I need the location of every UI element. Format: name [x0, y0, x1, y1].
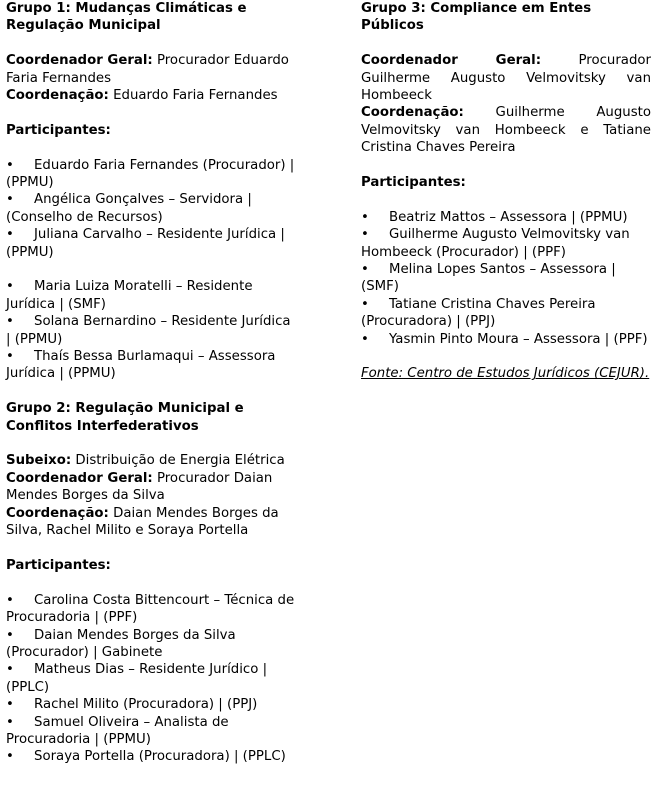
source-note: Fonte: Centro de Estudos Jurídicos (CEJUR). — [361, 366, 650, 382]
group3-participants-label: Participantes: — [361, 175, 466, 191]
group1-coord-value: Eduardo Faria Fernandes — [108, 88, 278, 104]
bullet: • — [361, 209, 369, 225]
group1-participants-label: Participantes: — [6, 122, 111, 138]
bullet: • — [6, 227, 14, 243]
list-item: • Solana Bernardino – Residente Jurídica | (PPMU) — [6, 314, 291, 347]
list-item: • Rachel Milito (Procuradora) | (PPJ) — [6, 697, 258, 713]
list-item: • Thaís Bessa Burlamaqui – Assessora Jurídica | (PPMU) — [6, 349, 276, 382]
group3-coordinator-general — [361, 52, 651, 104]
group2-coordinator-general — [6, 470, 296, 505]
group1-title: Grupo 1: Mudanças Climáticas e Regulação Municipal — [6, 1, 247, 34]
group2-subeixo-value: Distribuição de Energia Elétrica — [71, 453, 285, 469]
list-item: • Maria Luiza Moratelli – Residente Jurídica | (SMF) — [6, 279, 253, 312]
group1-coordination — [6, 87, 296, 104]
group2-coord-value: Daian Mendes Borges da Silva, Rachel Milito e Soraya Portella — [6, 505, 279, 539]
bullet: • — [6, 592, 14, 608]
bullet: • — [6, 157, 14, 173]
right-column — [361, 0, 651, 383]
bullet: • — [6, 749, 14, 765]
group2-participants-label: Participantes: — [6, 557, 111, 573]
list-item: • Carolina Costa Bittencourt – Técnica de Procuradoria | (PPF) — [6, 592, 295, 626]
bullet: • — [6, 279, 14, 295]
group2-participant-list — [6, 592, 296, 766]
bullet: • — [6, 697, 14, 713]
group1-coordinator-general — [6, 52, 296, 87]
group2-subaxis — [6, 452, 296, 469]
left-column — [6, 0, 296, 766]
group2-coord-geral-value: Procurador Daian Mendes Borges da Silva — [6, 470, 273, 504]
list-item: • Guilherme Augusto Velmovitsky van Hombeeck (Procurador) | (PPF) — [361, 227, 630, 260]
group3-title: Grupo 3: Compliance em Entes Públicos — [361, 1, 592, 34]
bullet: • — [361, 296, 369, 312]
group1-coord-geral-label: Coordenador Geral: — [6, 53, 153, 69]
group3-coordination — [361, 104, 651, 156]
bullet: • — [6, 662, 14, 678]
list-item: • Melina Lopes Santos – Assessora | (SMF) — [361, 262, 616, 295]
group2-coord-geral-label: Coordenador Geral: — [6, 470, 153, 486]
group3-coord-geral-value: Procurador Guilherme Augusto Velmovitsky van Hombeeck — [361, 53, 651, 104]
group3-coord-value: Guilherme Augusto Velmovitsky van Hombeeck e Tatiane Cristina Chaves Pereira — [361, 105, 651, 156]
group2-subeixo-label: Subeixo: — [6, 453, 72, 469]
group1-participant-list-a — [6, 157, 296, 261]
bullet: • — [6, 314, 14, 330]
list-item: • Yasmin Pinto Moura – Assessora | (PPF) — [361, 331, 648, 347]
bullet: • — [6, 714, 14, 730]
list-item: • Beatriz Mattos – Assessora | (PPMU) — [361, 209, 628, 225]
list-item: • Angélica Gonçalves – Servidora | (Conselho de Recursos) — [6, 192, 252, 225]
list-item: • Tatiane Cristina Chaves Pereira (Procuradora) | (PPJ) — [361, 296, 596, 330]
group3-coord-label: Coordenação: — [361, 105, 464, 121]
list-item: • Matheus Dias – Residente Jurídico | (PPLC) — [6, 662, 268, 695]
group1-participant-list-b — [6, 278, 296, 382]
bullet: • — [6, 627, 14, 643]
list-item: • Soraya Portella (Procuradora) | (PPLC) — [6, 749, 286, 765]
group2-coordination — [6, 505, 296, 540]
group2-title: Grupo 2: Regulação Municipal e Conflitos Interfederativos — [6, 401, 244, 434]
group1-coord-geral-value: Procurador Eduardo Faria Fernandes — [6, 53, 289, 86]
list-item: • Samuel Oliveira – Analista de Procuradoria | (PPMU) — [6, 714, 229, 747]
group3-participant-list — [361, 209, 651, 348]
list-item: • Eduardo Faria Fernandes (Procurador) | (PPMU) — [6, 157, 295, 191]
group2-coord-label: Coordenação: — [6, 505, 109, 521]
bullet: • — [361, 331, 369, 347]
bullet: • — [6, 192, 14, 208]
bullet: • — [361, 227, 369, 243]
group1-coord-label: Coordenação: — [6, 88, 109, 104]
bullet: • — [6, 349, 14, 365]
group3-coord-geral-label: Coordenador Geral: — [361, 53, 542, 69]
bullet: • — [361, 262, 369, 278]
list-item: • Juliana Carvalho – Residente Jurídica | (PPMU) — [6, 227, 285, 260]
list-item: • Daian Mendes Borges da Silva (Procurador) | Gabinete — [6, 627, 236, 660]
